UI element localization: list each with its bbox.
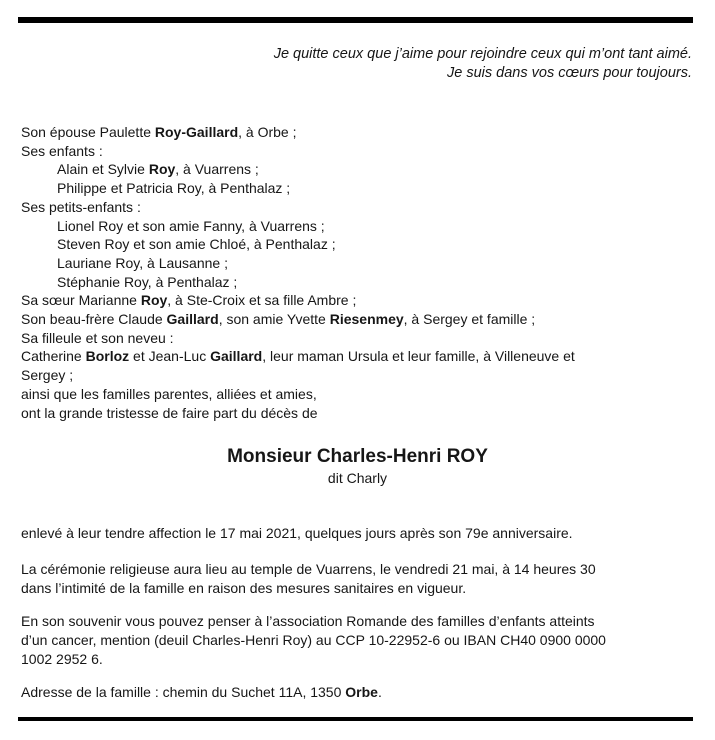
text-segment: Adresse de la famille : chemin du Suchet 11A, 1350 (21, 684, 346, 701)
text-segment: Catherine (21, 348, 86, 365)
bottom-rule (18, 717, 693, 721)
text-segment: Sa filleule et son neveu : (21, 329, 174, 346)
bold-name-segment: Borloz (85, 348, 130, 365)
text-segment: Ses enfants : (21, 142, 103, 159)
text-segment: Sa sœur Marianne (21, 292, 141, 309)
paragraph-line (21, 560, 694, 579)
text-segment: , leur maman Ursula et leur famille, à Villeneuve et (262, 348, 575, 365)
text-segment: Alain et Sylvie (57, 161, 149, 178)
bold-name-segment: Orbe (345, 684, 378, 701)
bold-name-segment: Gaillard (210, 348, 263, 365)
quote-line: Je suis dans vos cœurs pour toujours. (447, 65, 692, 81)
bold-name-segment: Gaillard (166, 311, 219, 328)
text-segment: Son beau-frère Claude (21, 311, 167, 328)
paragraph-line (21, 683, 694, 702)
text-segment: dans l’intimité de la famille en raison des mesures sanitaires en vigueur. (21, 579, 467, 596)
top-rule (18, 17, 693, 23)
bold-name-segment: Roy (140, 292, 168, 309)
family-line (21, 347, 694, 366)
deceased-name: Monsieur Charles-Henri ROY (227, 446, 488, 468)
paragraph (21, 524, 694, 543)
text-segment: et Jean-Luc (129, 348, 211, 365)
deceased-alias: dit Charly (327, 470, 388, 487)
family-line (21, 254, 694, 273)
bold-name-segment: Riesenmey (329, 311, 404, 328)
text-segment: d’un cancer, mention (deuil Charles-Henri Roy) au CCP 10-22952-6 ou IBAN CH40 0900 0000 (21, 632, 606, 649)
paragraph-line (21, 650, 694, 669)
text-segment: Sergey ; (21, 367, 74, 384)
paragraph (21, 560, 694, 597)
paragraph-line (21, 631, 694, 650)
family-line (21, 385, 694, 404)
family-line (21, 404, 694, 423)
text-segment: Son épouse Paulette (21, 124, 155, 140)
text-segment: Steven Roy et son amie Chloé, à Penthalaz ; (57, 236, 336, 253)
text-segment: Lauriane Roy, à Lausanne ; (57, 254, 228, 271)
family-line (21, 142, 694, 161)
text-segment: Philippe et Patricia Roy, à Penthalaz ; (57, 180, 291, 197)
text-segment: , à Vuarrens ; (175, 161, 259, 178)
quote-line: Je quitte ceux que j’aime pour rejoindre ceux qui m’ont tant aimé. (273, 46, 692, 62)
text-segment: Ses petits-enfants : (21, 198, 141, 215)
bold-name-segment: Roy-Gaillard (154, 124, 239, 140)
family-list (0, 123, 715, 422)
text-segment: ont la grande tristesse de faire part du décès de (21, 404, 318, 421)
text-segment: La cérémonie religieuse aura lieu au temple de Vuarrens, le vendredi 21 mai, à 14 heures 30 (21, 560, 596, 577)
paragraph-line (21, 579, 694, 598)
text-segment: En son souvenir vous pouvez penser à l’association Romande des familles d’enfants atteints (21, 613, 595, 630)
family-line (21, 123, 694, 142)
text-segment: , à Orbe ; (238, 124, 297, 140)
family-line (21, 235, 694, 254)
text-segment: . (377, 684, 382, 701)
text-segment: , à Ste-Croix et sa fille Ambre ; (167, 292, 357, 309)
paragraph-line (21, 612, 694, 631)
text-segment: enlevé à leur tendre affection le 17 mai 2021, quelques jours après son 79e anniversaire. (21, 525, 573, 542)
text-segment: , à Sergey et famille ; (403, 311, 536, 328)
family-line (21, 198, 694, 217)
bold-name-segment: Roy (148, 161, 176, 178)
family-line (21, 329, 694, 348)
family-line (21, 310, 694, 329)
paragraph (21, 683, 694, 702)
text-segment: 1002 2952 6. (21, 650, 103, 667)
family-line (21, 179, 694, 198)
text-segment: Stéphanie Roy, à Penthalaz ; (57, 273, 238, 290)
text-segment: ainsi que les familles parentes, alliées et amies, (21, 385, 317, 402)
quote (0, 45, 715, 83)
family-line (21, 291, 694, 310)
text-segment: Lionel Roy et son amie Fanny, à Vuarrens ; (57, 217, 325, 234)
family-line (21, 366, 694, 385)
paragraphs (0, 524, 715, 702)
paragraph (21, 612, 694, 668)
family-line (21, 273, 694, 292)
paragraph-line (21, 524, 694, 543)
family-line (21, 217, 694, 236)
title-block (0, 445, 715, 488)
text-segment: , son amie Yvette (218, 311, 330, 328)
family-line (21, 160, 694, 179)
